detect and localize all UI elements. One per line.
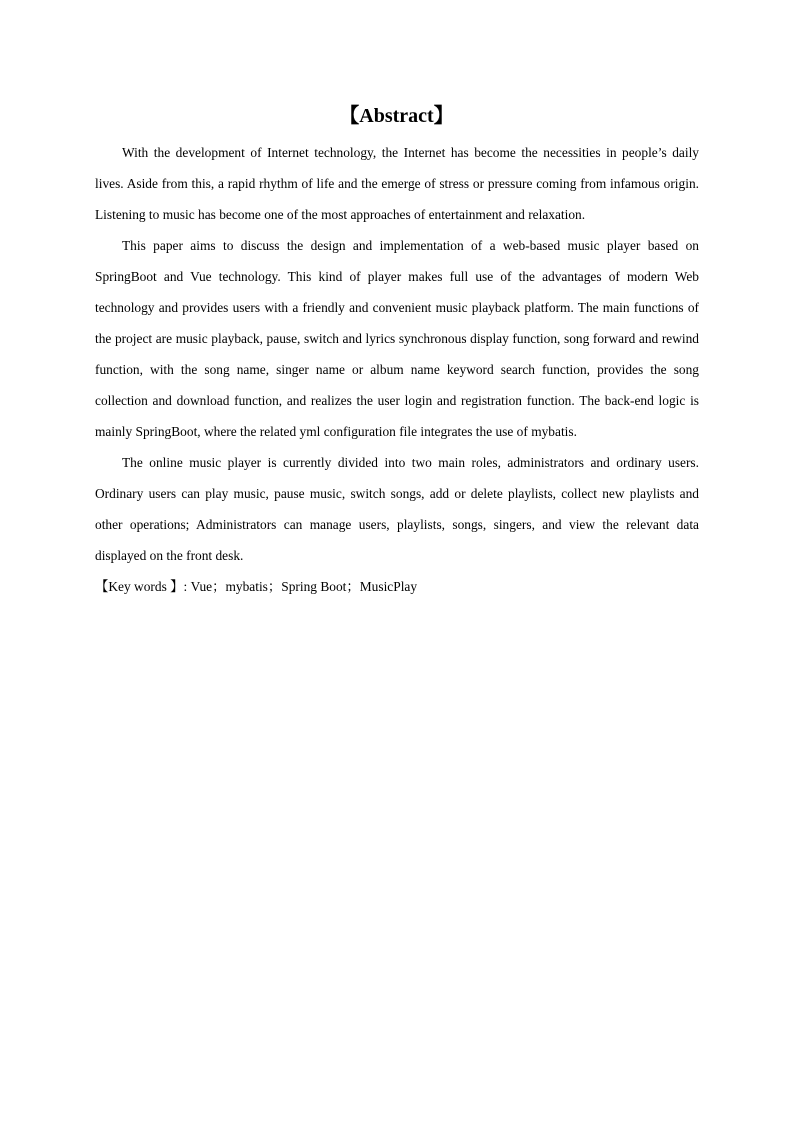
abstract-paragraph-2: This paper aims to discuss the design and implementation of a web-based music player based on SpringBoot and Vue technology. This kind of player makes full use of the advantages of modern Web technology and provides users with a friendly and convenient music playback platform. The main functions of the project are music playback, pause, switch and lyrics synchronous display function, song forward and rewind function, with the song name, singer name or album name keyword search function, provides the song collection and download function, and realizes the user login and registration function. The back-end logic is mainly SpringBoot, where the related yml configuration file integrates the use of mybatis. [95,238,699,439]
abstract-paragraph-3: The online music player is currently divided into two main roles, administrators and ordinary users. Ordinary users can play music, pause music, switch songs, add or delete playlists, collect new playlists and other operations; Administrators can manage users, playlists, songs, singers, and view the relevant data displayed on the front desk. [95,455,699,563]
abstract-body [95,137,699,602]
abstract-paragraph-1: With the development of Internet technology, the Internet has become the necessities in people’s daily lives. Aside from this, a rapid rhythm of life and the emerge of stress or pressure coming from infamous origin. Listening to music has become one of the most approaches of entertainment and relaxation. [95,145,699,222]
abstract-heading: 【Abstract】 [339,105,454,127]
keywords-line: 【Key words 】: Vue；mybatis；Spring Boot；MusicPlay [95,579,418,594]
